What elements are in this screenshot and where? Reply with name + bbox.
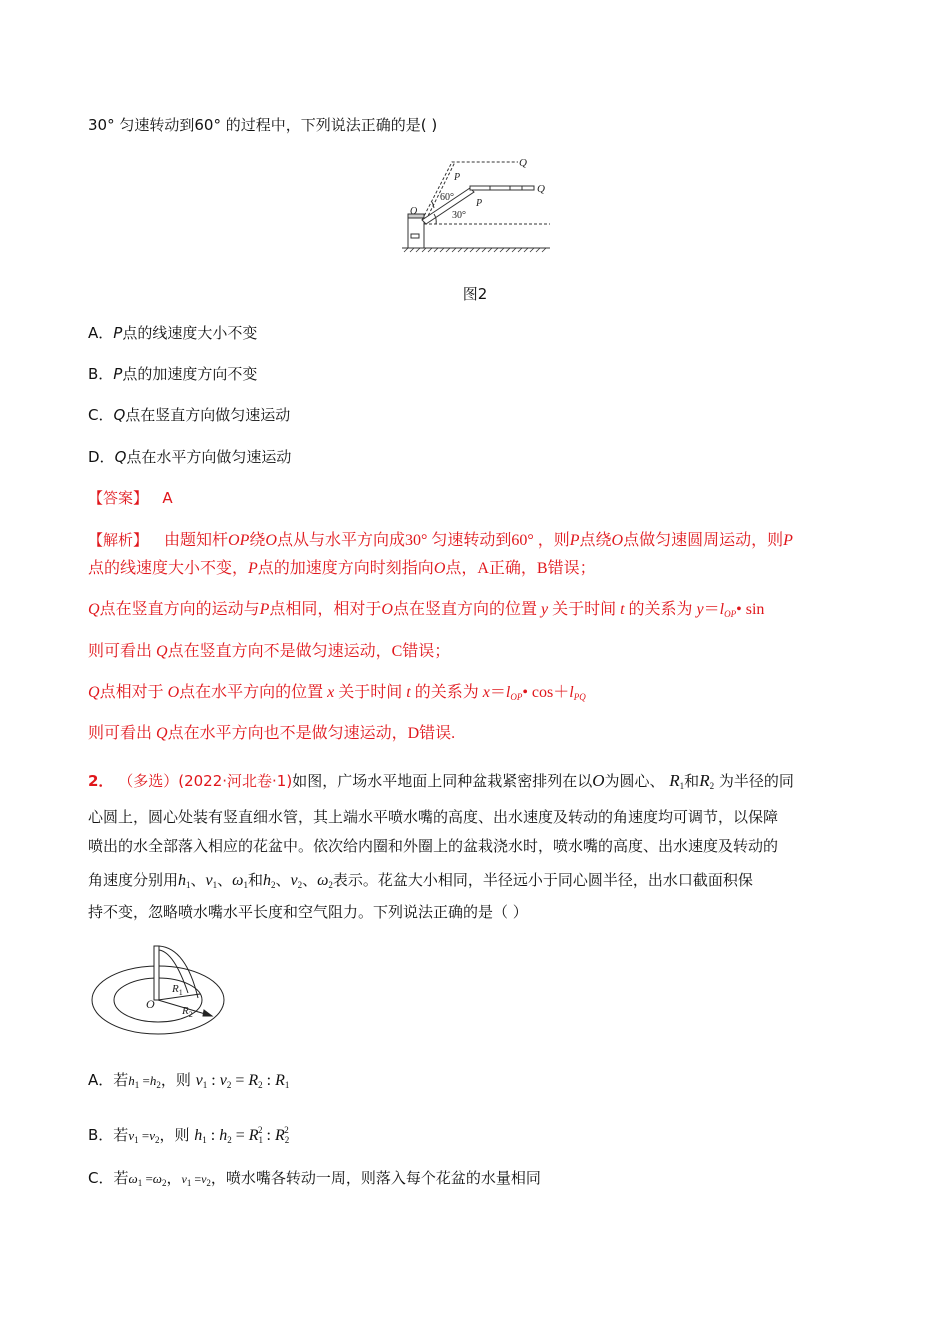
q2-option-b: B．若$v_1 =v_2$，则 $h_1$ : $h_2 = R_1^2$ : $R_2^2$ [88,1125,290,1145]
q1-option-c: C．Q点在竖直方向做匀速运动 [88,406,291,424]
horizontal-bar [470,186,534,190]
svg-text:P: P [476,198,483,209]
figure-2-caption: 图2 [462,285,488,303]
q2-option-c: C．若$\omega_1 =\omega_2$，$v_1 =v_2$，喷水嘴各转动一周，则落入每个花盆的水量相同 [88,1169,541,1188]
svg-text:P: P [454,172,461,183]
q2-line-5: 持不变，忽略喷水嘴水平长度和空气阻力。下列说法正确的是（ ） [88,903,528,921]
svg-text:O: O [410,206,418,217]
q2-line-1: 2． （多选）(2022·河北卷·1)如图，广场水平地面上同种盆栽紧密排列在以O为圆心、 $R_1$和$R_2$ 为半径的同 [88,771,794,791]
analysis-line-5: Q点相对于 O点在水平方向的位置 x 关于时间 t 的关系为 $x=l_{OP}•$ $\cos+l_{PQ}$ [88,684,586,702]
analysis-line-4: 则可看出 Q点在竖直方向不是做匀速运动，C错误； [88,643,451,660]
q2-figure-concentric-circles [90,938,230,1038]
analysis-line-1: 【解析】 由题知杆OP绕O点从与水平方向成30° 匀速转动到60° ，则P点绕O点做匀速圆周运动，则P [88,531,793,549]
svg-text:30°: 30° [452,210,466,221]
svg-text:Q: Q [519,157,527,169]
q1-option-d: D．Q点在水平方向做匀速运动 [88,448,292,466]
analysis-line-3: Q点在竖直方向的运动与P点相同，相对于O点在竖直方向的位置 y 关于时间 t 的关系为 $y=l_{OP}•$ sin [88,601,765,619]
q2-option-a: A．若$h_1 =h_2$，则 $v_1$ : $v_2 = R_2$ : $R_1$ [88,1071,290,1090]
svg-text:R2: $R_2$ [182,1005,193,1019]
svg-text:R1: $R_1$ [172,983,183,997]
q2-line-3: 喷出的水全部落入相应的花盆中。依次给内圈和外圈上的盆栽浇水时，喷水嘴的高度、出水速度及转动的 [88,837,779,855]
svg-text:O: O [146,997,155,1011]
intro-line: 30° 匀速转动到60° 的过程中，下列说法正确的是( ) [88,116,438,134]
q1-option-b: B．P点的加速度方向不变 [88,365,258,383]
figure-2-diagram [400,150,560,258]
q1-option-a: A．P点的线速度大小不变 [88,324,258,342]
q2-line-4: 角速度分别用$h_1$、$v_1$、$\omega_1$和$h_2$、$v_2$、$\omega_2$表示。花盆大小相同，半径远小于同心圆半径，出水口截面积保 [88,871,753,890]
base-box [408,218,424,248]
answer-line: 【答案】 A [88,489,173,507]
water-pipe [154,946,159,1000]
svg-text:60°: 60° [440,192,454,203]
q2-line-2: 心圆上，圆心处装有竖直细水管，其上端水平喷水嘴的高度、出水速度及转动的角速度均可调节，以保障 [88,808,779,826]
analysis-line-6: 则可看出 Q点在水平方向也不是做匀速运动，D错误. [88,725,456,742]
analysis-line-2: 点的线速度大小不变，P点的加速度方向时刻指向O点，A正确，B错误； [88,560,596,577]
svg-text:Q: Q [537,183,545,195]
